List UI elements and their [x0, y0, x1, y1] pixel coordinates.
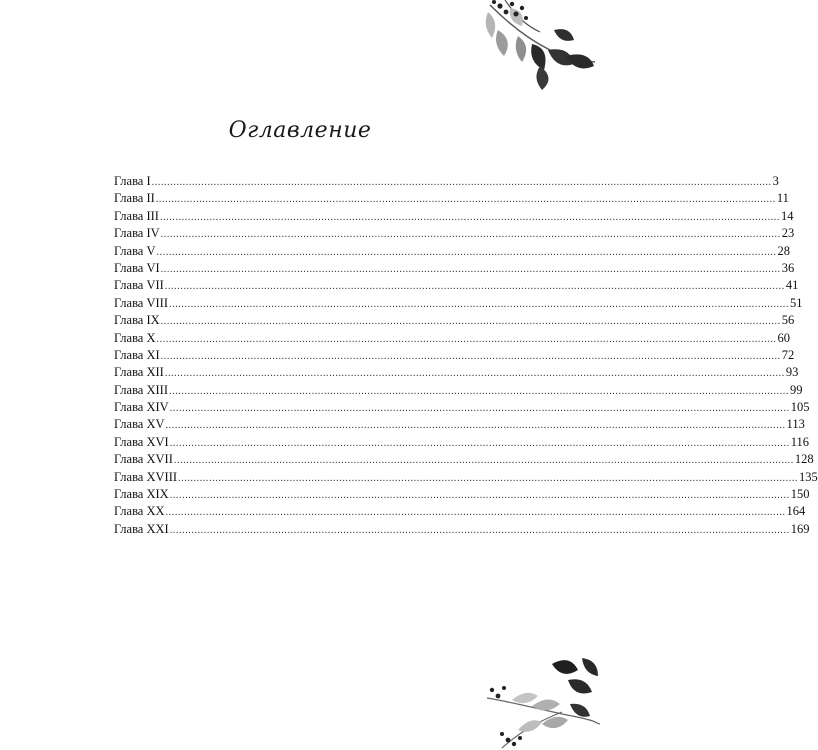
- toc-entry-label: Глава XV: [114, 417, 165, 432]
- toc-entry-page: 28: [777, 243, 791, 258]
- toc-leader-dots: ........................................................................................................................................................................................................: [160, 316, 781, 328]
- toc-entry-label: Глава XVI: [114, 434, 169, 449]
- toc-entry[interactable]: [114, 382, 803, 399]
- toc-leader-dots: ........................................................................................................................................................................................................: [173, 455, 794, 467]
- toc-entry-label: Глава II: [114, 191, 155, 206]
- table-of-contents: [114, 173, 818, 538]
- toc-entry-label: Глава VII: [114, 278, 164, 293]
- toc-entry-page: 11: [776, 191, 789, 206]
- toc-entry[interactable]: [114, 243, 791, 260]
- toc-entry[interactable]: [114, 225, 795, 242]
- toc-leader-dots: ........................................................................................................................................................................................................: [156, 333, 777, 345]
- toc-entry-page: 169: [790, 521, 810, 536]
- toc-leader-dots: ........................................................................................................................................................................................................: [156, 246, 777, 258]
- toc-leader-dots: ........................................................................................................................................................................................................: [169, 298, 789, 310]
- toc-entry-label: Глава V: [114, 243, 156, 258]
- toc-leader-dots: ........................................................................................................................................................................................................: [160, 263, 781, 275]
- toc-entry[interactable]: [114, 330, 791, 347]
- toc-entry-page: 60: [777, 330, 791, 345]
- toc-leader-dots: ........................................................................................................................................................................................................: [178, 472, 799, 484]
- toc-leader-dots: ........................................................................................................................................................................................................: [169, 385, 789, 397]
- toc-entry-page: 164: [786, 504, 806, 519]
- toc-entry-label: Глава XIX: [114, 487, 169, 502]
- toc-leader-dots: ........................................................................................................................................................................................................: [164, 281, 785, 293]
- toc-leader-dots: ........................................................................................................................................................................................................: [151, 177, 772, 188]
- toc-entry-label: Глава XIII: [114, 382, 168, 397]
- floral-branch-top-icon: [470, 0, 600, 95]
- toc-entry-page: 3: [772, 174, 779, 188]
- toc-entry-label: Глава XI: [114, 347, 160, 362]
- toc-entry-label: Глава III: [114, 208, 159, 223]
- toc-entry-page: 72: [781, 347, 795, 362]
- toc-leader-dots: ........................................................................................................................................................................................................: [165, 507, 786, 519]
- toc-leader-dots: ........................................................................................................................................................................................................: [169, 524, 790, 536]
- toc-entry-label: Глава XVIII: [114, 469, 178, 484]
- toc-entry[interactable]: [114, 399, 810, 416]
- toc-entry-label: Глава I: [114, 174, 151, 188]
- toc-entry-page: 23: [781, 226, 795, 241]
- toc-leader-dots: ........................................................................................................................................................................................................: [160, 229, 781, 241]
- toc-leader-dots: ........................................................................................................................................................................................................: [165, 420, 786, 432]
- toc-entry[interactable]: [114, 295, 803, 312]
- toc-entry-label: Глава VIII: [114, 295, 168, 310]
- toc-entry[interactable]: [114, 208, 794, 225]
- toc-entry-label: Глава XX: [114, 504, 165, 519]
- toc-entry[interactable]: [114, 486, 810, 503]
- toc-leader-dots: ........................................................................................................................................................................................................: [164, 368, 785, 380]
- toc-entry-page: 105: [790, 400, 810, 415]
- floral-branch-bottom-icon: [482, 650, 600, 750]
- toc-entry[interactable]: [114, 312, 795, 329]
- toc-entry-page: 113: [786, 417, 805, 432]
- toc-entry-page: 150: [790, 487, 810, 502]
- toc-entry[interactable]: [114, 173, 779, 190]
- toc-entry-page: 14: [780, 208, 794, 223]
- toc-entry[interactable]: [114, 521, 810, 538]
- toc-entry-page: 93: [785, 365, 799, 380]
- toc-leader-dots: ........................................................................................................................................................................................................: [159, 211, 780, 223]
- toc-entry[interactable]: [114, 347, 795, 364]
- toc-entry-label: Глава X: [114, 330, 156, 345]
- toc-entry[interactable]: [114, 503, 806, 520]
- toc-entry[interactable]: [114, 469, 818, 486]
- toc-entry-page: 41: [785, 278, 799, 293]
- toc-entry-label: Глава IX: [114, 313, 160, 328]
- toc-entry-label: Глава XXI: [114, 521, 169, 536]
- toc-entry[interactable]: [114, 277, 799, 294]
- toc-entry-label: Глава XII: [114, 365, 164, 380]
- toc-leader-dots: ........................................................................................................................................................................................................: [160, 350, 781, 362]
- toc-entry[interactable]: [114, 416, 805, 433]
- toc-leader-dots: ........................................................................................................................................................................................................: [169, 490, 790, 502]
- toc-leader-dots: ........................................................................................................................................................................................................: [155, 194, 776, 206]
- toc-entry[interactable]: [114, 434, 809, 451]
- toc-entry-page: 51: [790, 295, 803, 310]
- toc-entry-page: 116: [790, 434, 809, 449]
- toc-entry-page: 135: [799, 469, 818, 484]
- toc-entry-label: Глава IV: [114, 226, 160, 241]
- toc-entry-page: 56: [781, 313, 795, 328]
- toc-entry[interactable]: [114, 190, 789, 207]
- toc-entry-page: 99: [790, 382, 803, 397]
- toc-leader-dots: ........................................................................................................................................................................................................: [169, 403, 790, 415]
- toc-entry[interactable]: [114, 364, 799, 381]
- toc-entry-page: 128: [794, 452, 814, 467]
- toc-entry[interactable]: [114, 451, 814, 468]
- toc-entry-label: Глава XVII: [114, 452, 173, 467]
- toc-entry-page: 36: [781, 260, 795, 275]
- toc-entry-label: Глава XIV: [114, 400, 169, 415]
- toc-entry[interactable]: [114, 260, 795, 277]
- toc-leader-dots: ........................................................................................................................................................................................................: [169, 437, 790, 449]
- page-title: Оглавление: [228, 118, 372, 143]
- toc-entry-label: Глава VI: [114, 260, 160, 275]
